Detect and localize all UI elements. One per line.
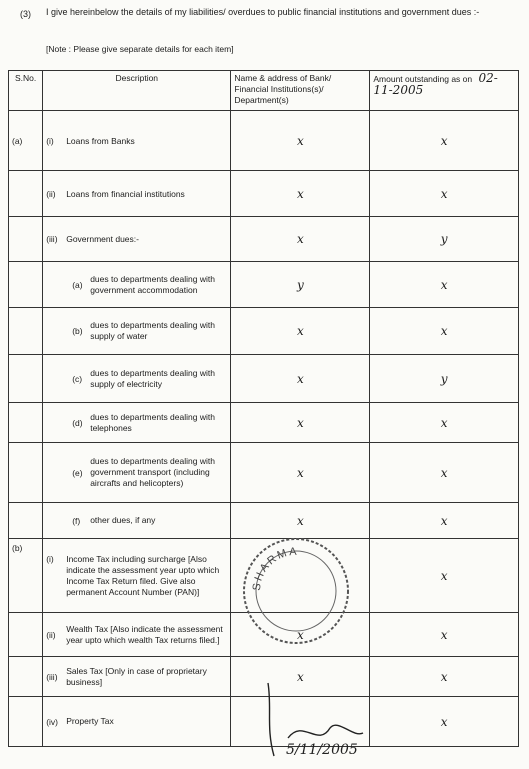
row-name-cell: x bbox=[231, 355, 370, 403]
row-roman: (ii) bbox=[46, 188, 56, 199]
row-text: Loans from Banks bbox=[66, 135, 135, 146]
table-row bbox=[9, 111, 519, 171]
table-row bbox=[9, 171, 519, 217]
row-amount-cell: x bbox=[370, 111, 519, 171]
row-text: Income Tax including surcharge [Also indicate the assessment year upto which Income Tax Return filed. Give also permanent Account Number (PAN)] bbox=[66, 553, 220, 597]
row-name-cell: x bbox=[231, 403, 370, 443]
signature-date: 5/11/2005 bbox=[286, 742, 358, 758]
row-mark: (a) bbox=[72, 279, 83, 290]
row-name-cell: x bbox=[231, 171, 370, 217]
section-label bbox=[9, 503, 43, 539]
table-row bbox=[9, 539, 519, 613]
section-label bbox=[9, 403, 43, 443]
header-amount-date: 02-11-2005 bbox=[373, 71, 498, 97]
row-description bbox=[43, 171, 231, 217]
row-amount-cell: y bbox=[370, 217, 519, 262]
row-name-cell: y bbox=[231, 262, 370, 308]
liabilities-table bbox=[8, 70, 519, 747]
row-amount-cell: x bbox=[370, 697, 519, 747]
section-label bbox=[9, 657, 43, 697]
table-row bbox=[9, 503, 519, 539]
row-text: Wealth Tax [Also indicate the assessment year upto which wealth Tax returns filed.] bbox=[66, 623, 223, 645]
row-name-cell bbox=[231, 697, 370, 747]
row-description bbox=[43, 355, 231, 403]
section-label bbox=[9, 262, 43, 308]
row-name-cell: x bbox=[231, 443, 370, 503]
row-description bbox=[43, 403, 231, 443]
table-row bbox=[9, 262, 519, 308]
row-roman: (i) bbox=[46, 135, 54, 146]
row-amount-cell: x bbox=[370, 613, 519, 657]
table-row bbox=[9, 443, 519, 503]
row-mark: (d) bbox=[72, 417, 83, 428]
row-name-cell: x bbox=[231, 613, 370, 657]
row-description bbox=[43, 657, 231, 697]
section-label bbox=[9, 217, 43, 262]
table-row bbox=[9, 657, 519, 697]
section-label: (b) bbox=[9, 539, 43, 613]
stamp-text: SHARMA bbox=[250, 545, 299, 592]
row-mark: (e) bbox=[72, 467, 83, 478]
row-text: dues to departments dealing with telephones bbox=[90, 411, 215, 433]
row-roman: (ii) bbox=[46, 629, 56, 640]
row-description bbox=[43, 217, 231, 262]
header-amount bbox=[370, 71, 519, 111]
row-mark: (b) bbox=[72, 326, 83, 336]
table-header-row bbox=[9, 71, 519, 111]
section-number: (3) bbox=[20, 9, 31, 19]
row-text: Government dues:- bbox=[66, 234, 139, 244]
row-mark: (f) bbox=[72, 515, 81, 526]
row-roman: (iii) bbox=[46, 234, 58, 244]
row-name-cell: x bbox=[231, 217, 370, 262]
header-amount-label: Amount outstanding as on bbox=[373, 74, 473, 84]
row-text: dues to departments dealing with government accommodation bbox=[90, 273, 215, 295]
row-amount-cell: x bbox=[370, 403, 519, 443]
intro-note: [Note : Please give separate details for each item] bbox=[46, 44, 234, 54]
row-mark: (c) bbox=[72, 373, 83, 384]
row-name-cell: x bbox=[231, 657, 370, 697]
row-amount-cell: x bbox=[370, 503, 519, 539]
row-text: Loans from financial institutions bbox=[66, 188, 185, 199]
section-label bbox=[9, 355, 43, 403]
table-row bbox=[9, 697, 519, 747]
row-text: other dues, if any bbox=[90, 515, 156, 525]
row-amount-cell: x bbox=[370, 262, 519, 308]
row-amount-cell: x bbox=[370, 539, 519, 613]
header-name-address: Name & address of Bank/ Financial Institutions(s)/ Department(s) bbox=[231, 71, 370, 111]
section-label bbox=[9, 697, 43, 747]
table-row bbox=[9, 613, 519, 657]
table-row bbox=[9, 217, 519, 262]
table-row bbox=[9, 308, 519, 355]
row-text: Property Tax bbox=[66, 716, 114, 726]
row-description bbox=[43, 262, 231, 308]
row-description bbox=[43, 111, 231, 171]
row-name-cell: x bbox=[231, 503, 370, 539]
section-label bbox=[9, 443, 43, 503]
row-description bbox=[43, 613, 231, 657]
row-description bbox=[43, 697, 231, 747]
section-label bbox=[9, 171, 43, 217]
row-description bbox=[43, 443, 231, 503]
section-label bbox=[9, 613, 43, 657]
table-row bbox=[9, 355, 519, 403]
intro-text: I give hereinbelow the details of my liabilities/ overdues to public financial institutions and government dues :- bbox=[46, 7, 480, 17]
row-name-cell: x bbox=[231, 111, 370, 171]
header-description: Description bbox=[43, 71, 231, 111]
row-description bbox=[43, 308, 231, 355]
row-roman: (iii) bbox=[46, 671, 58, 682]
section-label bbox=[9, 308, 43, 355]
row-name-cell: x bbox=[231, 308, 370, 355]
row-text: Sales Tax [Only in case of proprietary business] bbox=[66, 665, 207, 687]
row-description bbox=[43, 503, 231, 539]
row-roman: (iv) bbox=[46, 716, 59, 727]
row-roman: (i) bbox=[46, 553, 54, 564]
row-amount-cell: x bbox=[370, 171, 519, 217]
row-amount-cell: y bbox=[370, 355, 519, 403]
row-text: dues to departments dealing with government transport (including aircrafts and helicopters) bbox=[90, 456, 215, 488]
header-sno: S.No. bbox=[9, 71, 43, 111]
row-name-cell bbox=[231, 539, 370, 613]
section-label: (a) bbox=[9, 111, 43, 171]
row-text: dues to departments dealing with supply of electricity bbox=[90, 367, 215, 389]
row-description bbox=[43, 539, 231, 613]
row-amount-cell: x bbox=[370, 657, 519, 697]
row-amount-cell: x bbox=[370, 308, 519, 355]
table-row bbox=[9, 403, 519, 443]
row-amount-cell: x bbox=[370, 443, 519, 503]
row-text: dues to departments dealing with supply of water bbox=[90, 320, 215, 341]
